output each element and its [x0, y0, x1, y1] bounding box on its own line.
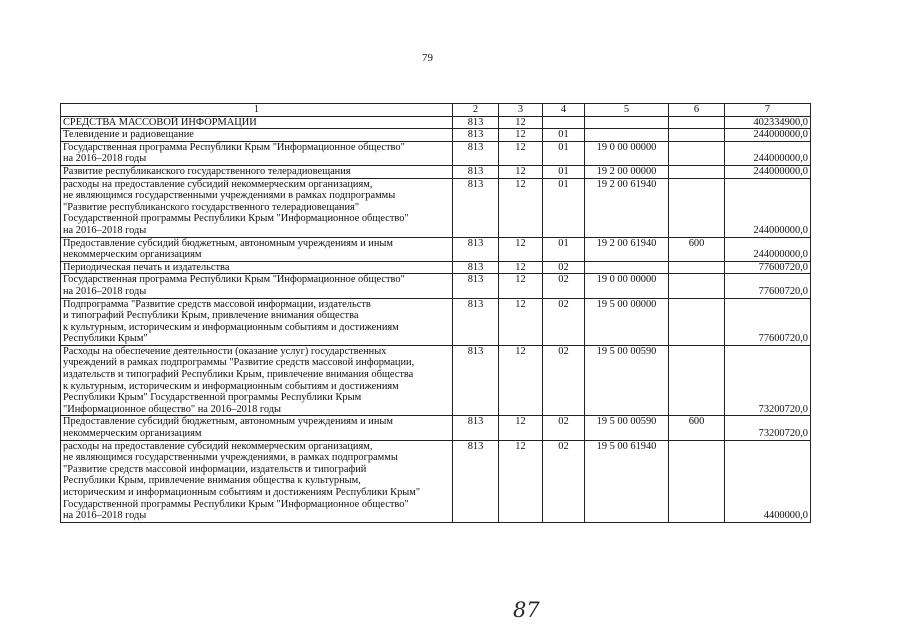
amount: 244000000,0 [725, 165, 811, 178]
section-code: 12 [499, 165, 543, 178]
column-header: 3 [499, 104, 543, 117]
admin-code: 813 [453, 129, 499, 142]
subsection-code: 01 [543, 165, 585, 178]
target-article-code: 19 0 00 00000 [585, 274, 669, 298]
target-article-code: 19 0 00 00000 [585, 141, 669, 165]
expense-type-code [669, 165, 725, 178]
table-row [61, 141, 811, 165]
subsection-code: 02 [543, 440, 585, 522]
section-code: 12 [499, 416, 543, 440]
expense-type-code [669, 298, 725, 345]
admin-code: 813 [453, 416, 499, 440]
amount: 77600720,0 [725, 261, 811, 274]
subsection-code: 01 [543, 129, 585, 142]
target-article-code: 19 2 00 61940 [585, 237, 669, 261]
expense-type-code: 600 [669, 416, 725, 440]
subsection-code [543, 116, 585, 129]
table-header-row [61, 104, 811, 117]
page-number: 79 [422, 52, 433, 64]
table-row [61, 416, 811, 440]
section-code: 12 [499, 440, 543, 522]
target-article-code: 19 5 00 00590 [585, 416, 669, 440]
row-name: расходы на предоставление субсидий некоммерческим организациям, не являющимся государственными учреждениями в рамках подпрограммы "Развитие республиканского государственного телерадиовещания" Государственной программы Республики Крым "Информационное общество" на 2016–2018 годы [61, 178, 453, 237]
subsection-code: 02 [543, 345, 585, 416]
table-row [61, 129, 811, 142]
row-name: Расходы на обеспечение деятельности (оказание услуг) государственных учреждений в рамках подпрограммы "Развитие средств массовой информации, издательств и типографий Республики Крым, привлечение внимания общества к культурным, историческим и информационным событиям и достижениям Республики Крым" Государственной программы Республики Крым "Информационное общество" на 2016–2018 годы [61, 345, 453, 416]
admin-code: 813 [453, 165, 499, 178]
section-code: 12 [499, 116, 543, 129]
expense-type-code [669, 116, 725, 129]
admin-code: 813 [453, 298, 499, 345]
row-name: СРЕДСТВА МАССОВОЙ ИНФОРМАЦИИ [61, 116, 453, 129]
admin-code: 813 [453, 274, 499, 298]
row-name: Предоставление субсидий бюджетным, автономным учреждениям и иным некоммерческим организациям [61, 416, 453, 440]
subsection-code: 01 [543, 237, 585, 261]
admin-code: 813 [453, 440, 499, 522]
handwritten-page-mark: 87 [513, 598, 540, 622]
table-row [61, 178, 811, 237]
amount: 402334900,0 [725, 116, 811, 129]
target-article-code: 19 5 00 00000 [585, 298, 669, 345]
amount: 77600720,0 [725, 298, 811, 345]
table-row [61, 261, 811, 274]
expense-type-code [669, 274, 725, 298]
table-row [61, 345, 811, 416]
amount: 244000000,0 [725, 237, 811, 261]
row-name: Государственная программа Республики Крым "Информационное общество" на 2016–2018 годы [61, 141, 453, 165]
expense-type-code: 600 [669, 237, 725, 261]
target-article-code: 19 5 00 61940 [585, 440, 669, 522]
section-code: 12 [499, 345, 543, 416]
row-name: расходы на предоставление субсидий некоммерческим организациям, не являющимся государственными учреждениями, в рамках подпрограммы "Развитие средств массовой информации, издательств и типографий Республики Крым, привлечение внимания общества к культурным, историческим и информационным событиям и достижениям Республики Крым" Государственной программы Республики Крым "Информационное общество" на 2016–2018 годы [61, 440, 453, 522]
expense-type-code [669, 129, 725, 142]
subsection-code: 01 [543, 178, 585, 237]
row-name: Развитие республиканского государственного телерадиовещания [61, 165, 453, 178]
section-code: 12 [499, 298, 543, 345]
section-code: 12 [499, 237, 543, 261]
amount: 73200720,0 [725, 345, 811, 416]
subsection-code: 02 [543, 274, 585, 298]
row-name: Подпрограмма "Развитие средств массовой информации, издательств и типографий Республики Крым, привлечение внимания общества к культурным, историческим и информационным событиям и достижениям Республики Крым" [61, 298, 453, 345]
amount: 73200720,0 [725, 416, 811, 440]
table-row [61, 165, 811, 178]
column-header: 6 [669, 104, 725, 117]
amount: 77600720,0 [725, 274, 811, 298]
column-header: 5 [585, 104, 669, 117]
expense-type-code [669, 141, 725, 165]
subsection-code: 01 [543, 141, 585, 165]
column-header: 2 [453, 104, 499, 117]
admin-code: 813 [453, 116, 499, 129]
amount: 244000000,0 [725, 129, 811, 142]
target-article-code [585, 129, 669, 142]
target-article-code [585, 261, 669, 274]
budget-table [60, 103, 811, 523]
section-code: 12 [499, 178, 543, 237]
column-header: 1 [61, 104, 453, 117]
table-row [61, 440, 811, 522]
section-code: 12 [499, 141, 543, 165]
table-row [61, 298, 811, 345]
expense-type-code [669, 345, 725, 416]
row-name: Телевидение и радиовещание [61, 129, 453, 142]
section-code: 12 [499, 274, 543, 298]
amount: 4400000,0 [725, 440, 811, 522]
table-row [61, 237, 811, 261]
expense-type-code [669, 178, 725, 237]
section-code: 12 [499, 261, 543, 274]
row-name: Предоставление субсидий бюджетным, автономным учреждениям и иным некоммерческим организациям [61, 237, 453, 261]
table-row [61, 116, 811, 129]
admin-code: 813 [453, 141, 499, 165]
column-header: 4 [543, 104, 585, 117]
admin-code: 813 [453, 178, 499, 237]
target-article-code [585, 116, 669, 129]
target-article-code: 19 5 00 00590 [585, 345, 669, 416]
admin-code: 813 [453, 345, 499, 416]
target-article-code: 19 2 00 00000 [585, 165, 669, 178]
expense-type-code [669, 440, 725, 522]
column-header: 7 [725, 104, 811, 117]
subsection-code: 02 [543, 298, 585, 345]
amount: 244000000,0 [725, 141, 811, 165]
row-name: Государственная программа Республики Крым "Информационное общество" на 2016–2018 годы [61, 274, 453, 298]
admin-code: 813 [453, 237, 499, 261]
table-row [61, 274, 811, 298]
amount: 244000000,0 [725, 178, 811, 237]
admin-code: 813 [453, 261, 499, 274]
subsection-code: 02 [543, 416, 585, 440]
target-article-code: 19 2 00 61940 [585, 178, 669, 237]
expense-type-code [669, 261, 725, 274]
row-name: Периодическая печать и издательства [61, 261, 453, 274]
subsection-code: 02 [543, 261, 585, 274]
section-code: 12 [499, 129, 543, 142]
